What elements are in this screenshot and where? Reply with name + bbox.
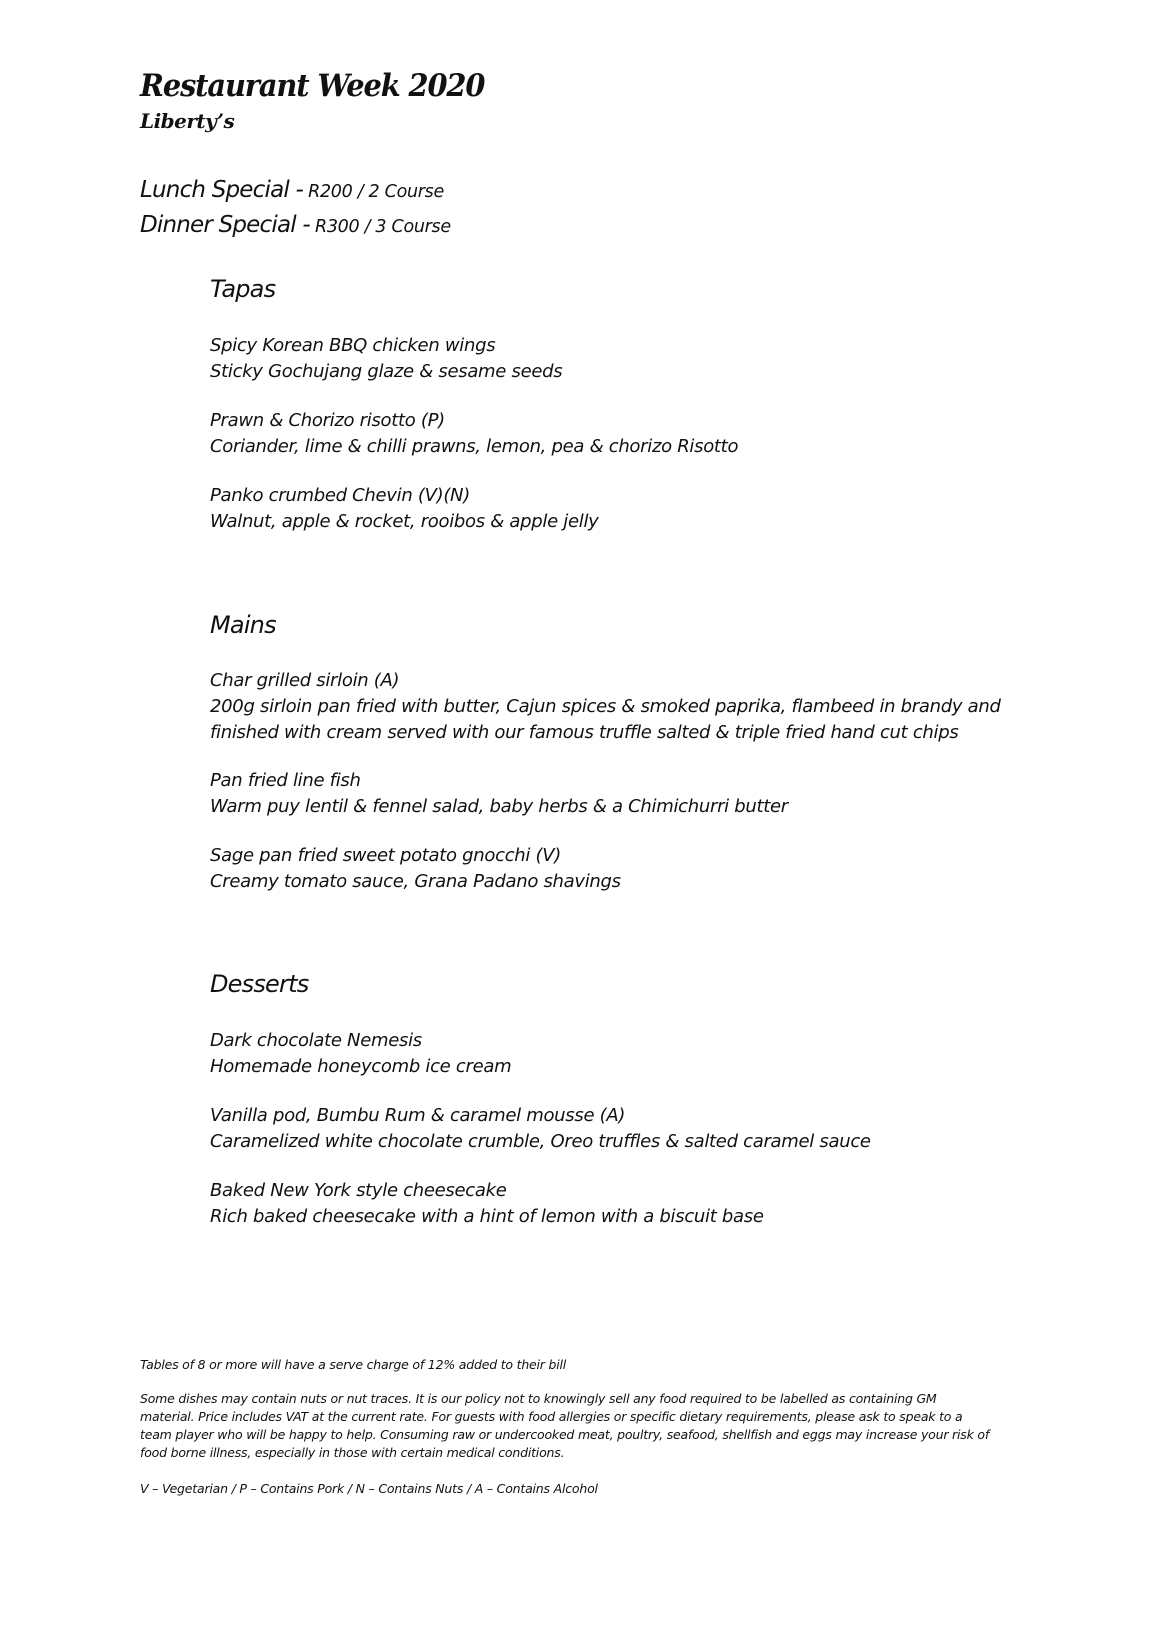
item-description: Warm puy lentil & fennel salad, baby herbs & a Chimichurri butter (210, 796, 788, 817)
dinner-special-price: R300 / 3 Course (314, 217, 451, 237)
disclaimer-line: team player who will be happy to help. Consuming raw or undercooked meat, poultry, seafood, shellfish and eggs may increase your risk of (140, 1427, 990, 1442)
item-name: Prawn & Chorizo risotto (P) (210, 410, 445, 431)
item-name: Panko crumbed Chevin (V)(N) (210, 485, 470, 506)
section-title-desserts: Desserts (210, 970, 309, 998)
disclaimer-line: food borne illness, especially in those with certain medical conditions. (140, 1445, 565, 1460)
menu-item (210, 843, 1030, 895)
menu-item (210, 1103, 1030, 1155)
item-name: Vanilla pod, Bumbu Rum & caramel mousse (A) (210, 1105, 626, 1126)
menu-item (210, 333, 1030, 385)
item-description: Caramelized white chocolate crumble, Oreo truffles & salted caramel sauce (210, 1131, 871, 1152)
item-name: Sage pan fried sweet potato gnocchi (V) (210, 845, 561, 866)
section-title-tapas: Tapas (210, 275, 276, 303)
allergy-disclaimer (140, 1390, 1020, 1462)
disclaimer-line: material. Price includes VAT at the current rate. For guests with food allergies or specific dietary requirements, please ask to speak to a (140, 1409, 963, 1424)
menu-item (210, 768, 1030, 820)
service-charge-note: Tables of 8 or more will have a serve charge of 12% added to their bill (140, 1357, 567, 1372)
menu-item (210, 483, 1030, 535)
item-description: Rich baked cheesecake with a hint of lemon with a biscuit base (210, 1206, 764, 1227)
menu-item (210, 1028, 1030, 1080)
dietary-legend: V – Vegetarian / P – Contains Pork / N – Contains Nuts / A – Contains Alcohol (140, 1481, 598, 1496)
item-name: Dark chocolate Nemesis (210, 1030, 422, 1051)
disclaimer-line: Some dishes may contain nuts or nut traces. It is our policy not to knowingly sell any food required to be labelled as containing GM (140, 1391, 937, 1406)
menu-title: Restaurant Week 2020 (140, 68, 485, 104)
menu-item (210, 408, 1030, 460)
section-title-mains: Mains (210, 611, 276, 639)
dinner-special (140, 212, 451, 238)
lunch-special (140, 177, 444, 203)
menu-item (210, 1178, 1030, 1230)
item-description: finished with cream served with our famous truffle salted & triple fried hand cut chips (210, 722, 959, 743)
lunch-special-price: R200 / 2 Course (308, 182, 444, 202)
item-name: Baked New York style cheesecake (210, 1180, 507, 1201)
item-description: Coriander, lime & chilli prawns, lemon, pea & chorizo Risotto (210, 436, 739, 457)
item-description: Walnut, apple & rocket, rooibos & apple jelly (210, 511, 599, 532)
item-name: Char grilled sirloin (A) (210, 670, 400, 691)
item-description: Creamy tomato sauce, Grana Padano shavings (210, 871, 621, 892)
restaurant-name: Liberty’s (140, 109, 235, 133)
lunch-special-label: Lunch Special - (140, 177, 303, 203)
item-name: Spicy Korean BBQ chicken wings (210, 335, 496, 356)
item-description: Homemade honeycomb ice cream (210, 1056, 512, 1077)
dinner-special-label: Dinner Special - (140, 212, 310, 238)
item-name: Pan fried line fish (210, 770, 361, 791)
item-description: Sticky Gochujang glaze & sesame seeds (210, 361, 563, 382)
item-description: 200g sirloin pan fried with butter, Cajun spices & smoked paprika, flambeed in brandy and (210, 696, 1001, 717)
menu-item (210, 668, 1030, 746)
